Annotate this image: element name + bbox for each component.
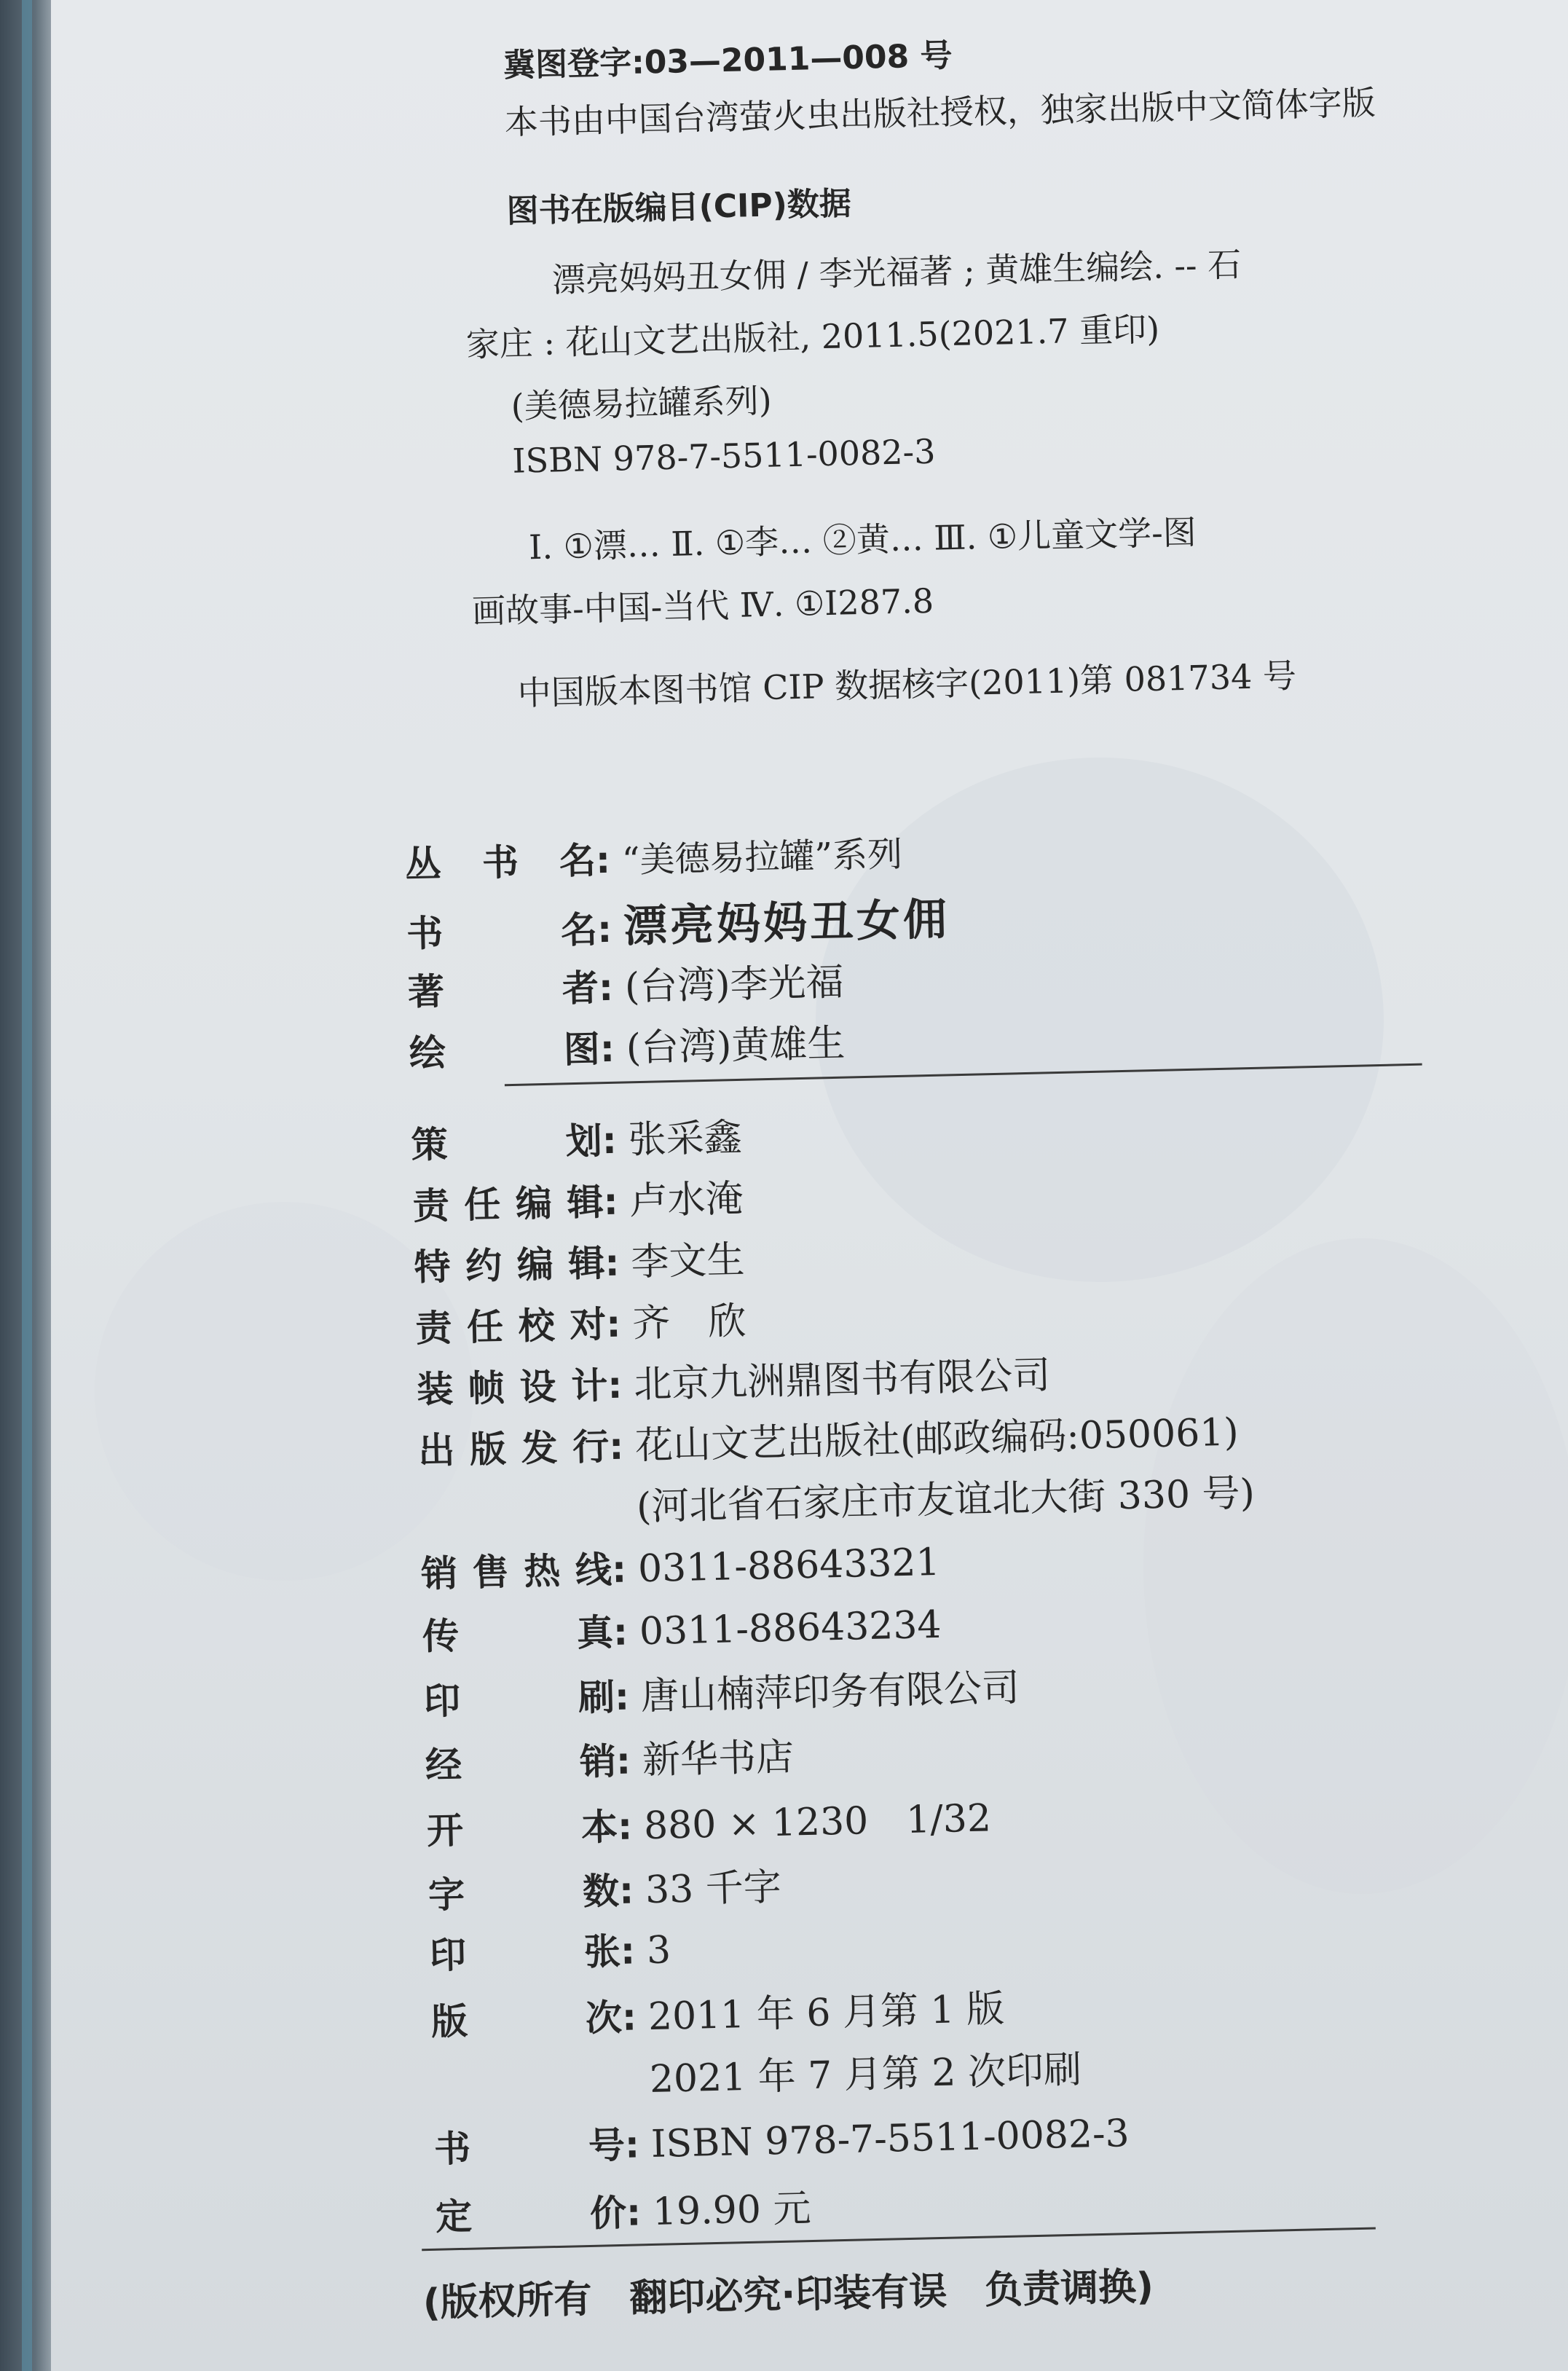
field-value: (台湾)李光福 xyxy=(624,960,845,1010)
info-row-word-count: 字 数 : 33 千字 xyxy=(428,1856,781,1918)
field-label: 著 者 xyxy=(407,967,599,1014)
field-value: (台湾)黄雄生 xyxy=(626,1021,846,1071)
field-value: 33 千字 xyxy=(645,1865,782,1913)
field-value: ISBN 978-7-5511-0082-3 xyxy=(650,2112,1130,2167)
field-label: 书 名 xyxy=(406,908,598,956)
field-label: 责 任 编 辑 xyxy=(412,1181,604,1228)
info-row-format: 开 本 : 880 × 1230 1/32 xyxy=(426,1787,991,1854)
info-row-edition: 版 次 : 2011 年 6 月第 1 版 xyxy=(430,1978,1005,2045)
field-value: 新华书店 xyxy=(642,1735,795,1783)
info-row-author: 著 者 : (台湾)李光福 xyxy=(407,951,844,1015)
field-value: 齐 欣 xyxy=(631,1299,747,1346)
field-label: 经 销 xyxy=(425,1739,617,1787)
book-edge-strip xyxy=(22,0,32,2371)
field-label: 传 真 xyxy=(422,1611,614,1658)
info-row-design: 装 帧 设 计 : 北京九洲鼎图书有限公司 xyxy=(416,1344,1050,1412)
field-value: 19.90 元 xyxy=(652,2187,812,2235)
info-row-editor: 责 任 编 辑 : 卢水淹 xyxy=(412,1168,744,1229)
field-label: 版 次 xyxy=(430,1996,623,2043)
field-label: 丛 书 名 xyxy=(404,839,596,886)
field-value: 李文生 xyxy=(630,1238,746,1285)
field-label: 特 约 编 辑 xyxy=(413,1242,606,1289)
field-label: 字 数 xyxy=(428,1869,620,1916)
info-row-printer: 印 刷 : 唐山楠萍印务有限公司 xyxy=(423,1656,1020,1724)
cip-line: ISBN 978-7-5511-0082-3 xyxy=(511,431,936,481)
info-row-reprint xyxy=(432,2039,1082,2107)
copyright-page xyxy=(51,0,1568,2371)
book-title: 漂亮妈妈丑女佣 xyxy=(623,894,950,953)
field-label: 出 版 发 行 xyxy=(417,1426,610,1473)
license-statement: 本书由中国台湾萤火虫出版社授权，独家出版中文简体字版 xyxy=(504,82,1376,142)
info-row-special-editor: 特 约 编 辑 : 李文生 xyxy=(414,1229,746,1290)
field-label: 定 价 xyxy=(435,2191,627,2238)
field-label: 书 号 xyxy=(433,2123,626,2171)
field-label: 装 帧 设 计 xyxy=(416,1364,608,1412)
cip-line: (美德易拉罐系列) xyxy=(511,380,773,426)
page-content xyxy=(371,4,1545,2345)
field-value: 卢水淹 xyxy=(629,1176,744,1224)
field-value: “美德易拉罐”系列 xyxy=(621,833,903,881)
info-row-publisher: 出 版 发 行 : 花山文艺出版社(邮政编码:050061) xyxy=(417,1401,1239,1474)
field-value: 2011 年 6 月第 1 版 xyxy=(647,1986,1005,2040)
info-row-price: 定 价 : 19.90 元 xyxy=(435,2177,811,2240)
field-value: 张采鑫 xyxy=(628,1115,743,1163)
publisher-address: (河北省石家庄市友谊北大街 330 号) xyxy=(636,1471,1256,1530)
info-row-distributor: 经 销 : 新华书店 xyxy=(425,1726,795,1788)
info-row-sheets: 印 张 : 3 xyxy=(429,1921,671,1980)
reprint-info: 2021 年 7 月第 2 次印刷 xyxy=(649,2048,1082,2102)
field-value: 3 xyxy=(646,1928,671,1973)
info-row-fax: 传 真 : 0311-88643234 xyxy=(422,1596,942,1662)
info-row-series: 丛 书 名 : “美德易拉罐”系列 xyxy=(404,825,903,889)
info-row-address xyxy=(419,1462,1255,1535)
field-value: 唐山楠萍印务有限公司 xyxy=(640,1666,1020,1719)
field-label: 印 刷 xyxy=(423,1676,615,1723)
field-label: 销 售 热 线 xyxy=(420,1549,612,1595)
info-row-illustrator: 绘 图 : (台湾)黄雄生 xyxy=(409,1013,846,1077)
info-row-isbn: 书 号 : ISBN 978-7-5511-0082-3 xyxy=(433,2104,1130,2174)
cip-number: 中国版本图书馆 CIP 数据核字(2011)第 081734 号 xyxy=(517,656,1297,713)
field-label: 印 张 xyxy=(429,1930,621,1977)
field-label: 开 本 xyxy=(426,1805,618,1852)
cip-line: 家庄 : 花山文艺出版社, 2011.5(2021.7 重印) xyxy=(465,309,1160,365)
info-row-hotline: 销 售 热 线 : 0311-88643321 xyxy=(420,1533,940,1599)
field-value: 0311-88643321 xyxy=(637,1540,941,1592)
field-value: 0311-88643234 xyxy=(639,1603,942,1654)
info-row-planner: 策 划 : 张采鑫 xyxy=(411,1106,743,1168)
field-label: 责 任 校 对 xyxy=(414,1303,607,1350)
info-row-proofreader: 责 任 校 对 : 齐 欣 xyxy=(415,1290,747,1351)
cip-line: 画故事-中国-当代 Ⅳ. ①I287.8 xyxy=(471,581,934,632)
registration-number: 冀图登字:03—2011—008 号 xyxy=(503,36,953,84)
cip-line: 漂亮妈妈丑女佣 / 李光福著 ; 黄雄生编绘. -- 石 xyxy=(551,244,1242,300)
field-value: 花山文艺出版社(邮政编码:050061) xyxy=(634,1410,1240,1468)
field-label: 绘 图 xyxy=(409,1028,601,1075)
field-label: 策 划 xyxy=(411,1120,603,1167)
copyright-notice: (版权所有 翻印必究·印装有误 负责调换) xyxy=(422,2265,1154,2326)
cip-heading: 图书在版编目(CIP)数据 xyxy=(506,185,852,230)
info-row-title: 书 名 : 漂亮妈妈丑女佣 xyxy=(406,884,950,951)
field-value: 北京九洲鼎图书有限公司 xyxy=(633,1353,1051,1407)
cip-line: Ⅰ. ①漂… Ⅱ. ①李… ②黄… Ⅲ. ①儿童文学-图 xyxy=(528,512,1197,567)
field-value: 880 × 1230 1/32 xyxy=(643,1796,992,1849)
